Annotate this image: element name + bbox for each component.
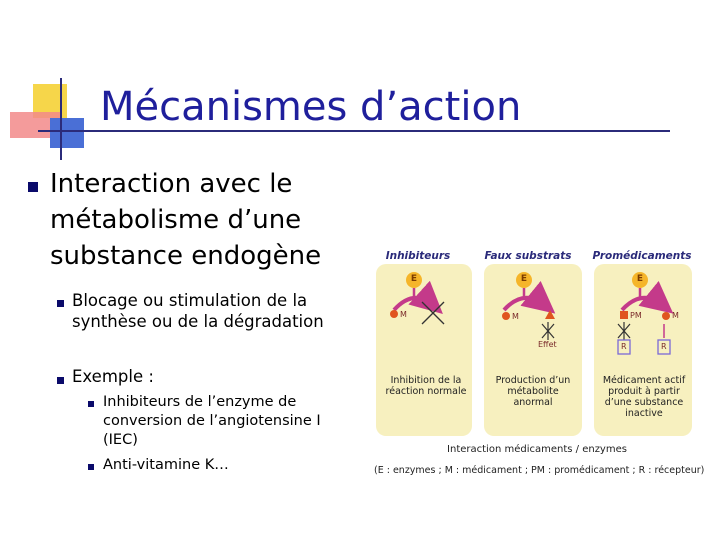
r-label: R bbox=[621, 342, 627, 351]
slide-title: Mécanismes d’action bbox=[100, 84, 522, 130]
drug-dot-icon bbox=[502, 312, 510, 320]
bullet-level2-exemple: Exemple : bbox=[72, 367, 154, 386]
bullet-marker bbox=[57, 377, 64, 384]
header-promedicaments: Promédicaments bbox=[592, 250, 692, 262]
caption-promedicaments: Médicament actif produit à partir d’une substance inactive bbox=[602, 375, 686, 419]
header-inhibiteurs: Inhibiteurs bbox=[385, 250, 451, 262]
drug-dot-icon bbox=[390, 310, 398, 318]
m-label: M bbox=[672, 311, 679, 320]
bullet-level1: Interaction avec le métabolisme d’une substance endogène bbox=[50, 169, 322, 271]
caption-inhibiteurs: Inhibition de la réaction normale bbox=[385, 375, 467, 397]
bullet-marker bbox=[88, 401, 94, 407]
figure-legend: (E : enzymes ; M : médicament ; PM : promédicament ; R : récepteur) bbox=[374, 465, 705, 476]
pm-label: PM bbox=[630, 311, 642, 320]
enzyme-interaction-figure bbox=[372, 244, 705, 484]
panel-faux-substrats bbox=[484, 264, 582, 436]
m-label: M bbox=[400, 310, 407, 319]
logo-square-blue bbox=[50, 118, 84, 148]
drug-dot-icon bbox=[662, 312, 670, 320]
bullet-marker bbox=[57, 300, 64, 307]
enzyme-label: E bbox=[410, 274, 418, 284]
m-label: M bbox=[512, 312, 519, 321]
r-label: R bbox=[661, 342, 667, 351]
bullet-marker bbox=[28, 182, 38, 192]
bullet-level3-avk: Anti-vitamine K… bbox=[103, 457, 229, 473]
effet-label: Effet bbox=[538, 340, 557, 349]
enzyme-label: E bbox=[520, 274, 528, 284]
bullet-level2-blocage: Blocage ou stimulation de la synthèse ou de la dégradation bbox=[72, 291, 324, 331]
enzyme-label: E bbox=[636, 274, 644, 284]
panel-inhibiteurs bbox=[376, 264, 472, 436]
bullet-marker bbox=[88, 464, 94, 470]
title-underline bbox=[38, 130, 670, 132]
bullet-level3-iec: Inhibiteurs de l’enzyme de conversion de l’angiotensine I (IEC) bbox=[103, 394, 321, 448]
figure-title: Interaction médicaments / enzymes bbox=[447, 444, 627, 455]
caption-faux-substrats: Production d’un métabolite anormal bbox=[495, 375, 571, 408]
header-faux-substrats: Faux substrats bbox=[484, 250, 572, 262]
logo-vertical-line bbox=[60, 78, 62, 160]
prodrug-square-icon bbox=[620, 311, 628, 319]
